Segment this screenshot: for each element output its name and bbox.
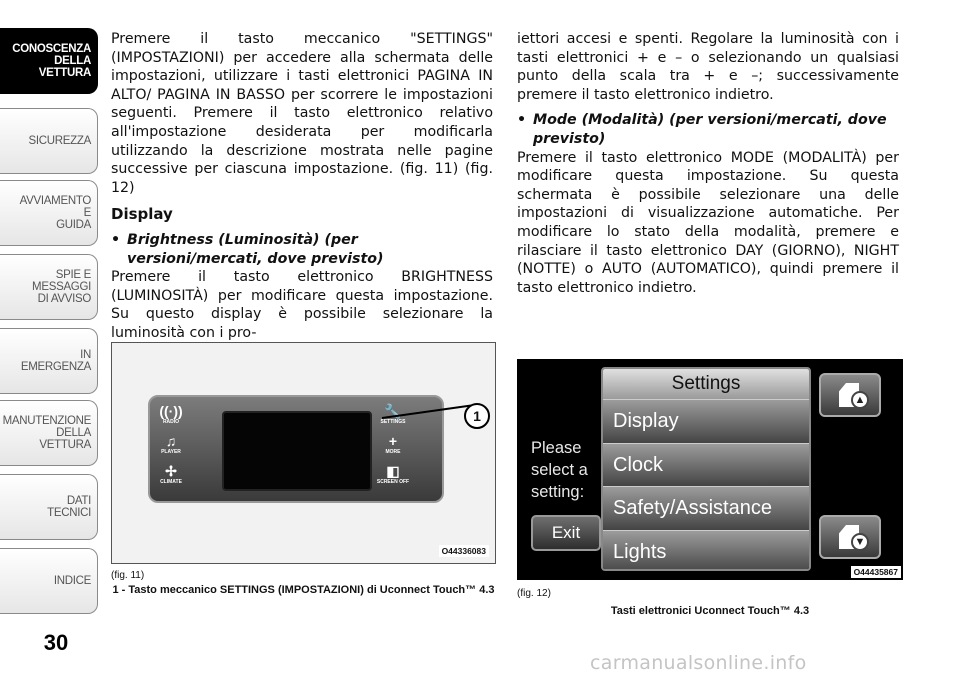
more-button-label: MORE: [385, 449, 401, 455]
mode-paragraph: Premere il tasto elettronico MODE (MODALITÀ) per modificare questa impostazione. Su questa schermata è possibile selezionare una delle impostazioni di visualizzazione automatiche. Per modificare lo stato della modalità, premere e rilasciare il tasto elettronico DAY (GIORNO), NIGHT (NOTTE) o AUTO (AUTOMATICO), quindi premere il tasto elettronico indietro.: [517, 149, 899, 296]
watermark: carmanualsonline.info: [590, 652, 807, 674]
tab-label-line: E: [83, 207, 91, 219]
figure-code: O44336083: [439, 545, 489, 557]
tab-label-line: CONOSCENZA: [12, 43, 91, 55]
tab-label-line: DATI: [66, 495, 91, 507]
climate-button: [154, 463, 188, 501]
figure-12-caption: Tasti elettronici Uconnect Touch™ 4.3: [610, 605, 810, 617]
callout-number: 1: [464, 403, 490, 429]
tab-label-line: AVVIAMENTO: [19, 195, 91, 207]
fan-icon: ✢: [165, 463, 177, 479]
section-heading-display: Display: [111, 205, 173, 224]
radio-button-label: RADIO: [162, 419, 180, 425]
tab-label-line: SICUREZZA: [28, 135, 91, 147]
settings-item-lights: Lights: [603, 530, 809, 572]
player-button-label: PLAYER: [161, 449, 181, 455]
caption-suffix: di Uconnect Touch™ 4.3: [366, 584, 495, 596]
tab-sicurezza[interactable]: [0, 108, 98, 174]
bullet-dot: •: [517, 112, 527, 129]
figure-11-caption: [111, 584, 496, 597]
bullet-brightness: [111, 231, 493, 268]
tab-label-line: INDICE: [53, 575, 91, 587]
tab-label-line: VETTURA: [39, 439, 91, 451]
tab-spie-e-messaggi[interactable]: [0, 254, 98, 320]
tab-label-line: EMERGENZA: [20, 361, 91, 373]
page-up-button: [819, 373, 881, 417]
tab-in-emergenza[interactable]: [0, 328, 98, 394]
right-column: [517, 30, 899, 297]
tab-label-line: TECNICI: [47, 507, 91, 519]
caption-bold: SETTINGS (IMPOSTAZIONI): [219, 584, 364, 596]
radio-icon: ((·)): [159, 403, 183, 419]
bullet-dot: •: [111, 231, 121, 248]
tab-label-line: MANUTENZIONE: [2, 415, 91, 427]
figure-code: O44435867: [851, 566, 901, 578]
plus-icon: +: [388, 433, 398, 449]
climate-button-label: CLIMATE: [160, 479, 182, 485]
tab-conoscenza-della-vettura[interactable]: [0, 28, 98, 94]
figure-12-settings-screen: [517, 359, 903, 580]
tab-avviamento-e-guida[interactable]: [0, 180, 98, 246]
bullet-title: Brightness (Luminosità) (per versioni/mercati, dove previsto): [127, 231, 384, 267]
page-down-icon: ▼: [851, 533, 869, 551]
tab-label-line: DELLA: [56, 427, 91, 439]
tab-indice[interactable]: [0, 548, 98, 614]
settings-item-display: Display: [603, 399, 809, 443]
tab-label-line: IN: [80, 349, 91, 361]
intro-paragraph: Premere il tasto meccanico "SETTINGS" (IMPOSTAZIONI) per accedere alla schermata delle impostazioni, utilizzare i tasti elettronici PAGINA IN ALTO/ PAGINA IN BASSO per scorrere le impostazioni seguenti. Premere il tasto elettronico relativo all'impostazione desiderata per modificarla utilizzando la descrizione mostrata nelle pagine successive per ciascuna impostazione. (fig. 11) (fig. 12): [111, 31, 493, 196]
settings-item-clock: Clock: [603, 443, 809, 487]
bullet-title: Mode (Modalità) (per versioni/mercati, dove previsto): [533, 112, 887, 147]
tab-dati-tecnici[interactable]: [0, 474, 98, 540]
screen-off-button-label: SCREEN OFF: [376, 479, 410, 485]
settings-button-label: SETTINGS: [380, 419, 406, 425]
page-number: 30: [43, 630, 69, 655]
brightness-paragraph: Premere il tasto elettronico BRIGHTNESS (LUMINOSITÀ) per modificare questa impostazione. Su questo display è possibile selezionare la luminosità con i pro-: [111, 269, 493, 341]
tab-manutenzione-della-vettura[interactable]: [0, 400, 98, 466]
page-down-button: [819, 515, 881, 559]
figure-12-label: (fig. 12): [517, 588, 551, 599]
page-up-icon: ▲: [851, 391, 869, 409]
wrench-icon: 🔧: [384, 403, 402, 419]
settings-item-safety-assistance: Safety/Assistance: [603, 486, 809, 530]
tab-label-line: SPIE E: [55, 269, 91, 281]
tab-label-line: GUIDA: [56, 219, 91, 231]
touchscreen-display: [222, 411, 372, 491]
figure-11-label: (fig. 11): [111, 570, 145, 581]
tab-label-line: DELLA: [54, 55, 91, 67]
caption-prefix: 1 - Tasto meccanico: [112, 584, 217, 596]
settings-list: [601, 367, 811, 571]
figure-11-settings-button-photo: [111, 342, 496, 564]
screen-off-button: [376, 463, 410, 501]
bullet-mode: [517, 111, 899, 148]
tab-label-line: MESSAGGI: [32, 281, 91, 293]
exit-button: Exit: [531, 515, 601, 551]
select-setting-prompt: Please select a setting:: [531, 439, 588, 501]
tab-label-line: DI AVVISO: [37, 293, 91, 305]
continuation-paragraph: iettori accesi e spenti. Regolare la luminosità con i tasti elettronici + e – o selezionando un qualsiasi punto della scala tra + e –; successivamente premere il tasto elettronico indietro.: [517, 31, 899, 103]
radio-faceplate: [148, 395, 444, 503]
music-note-icon: ♫: [165, 433, 177, 449]
settings-list-title: Settings: [603, 369, 809, 399]
screen-off-icon: ◧: [386, 463, 400, 479]
tab-label-line: VETTURA: [38, 67, 91, 79]
left-column: [111, 30, 493, 343]
